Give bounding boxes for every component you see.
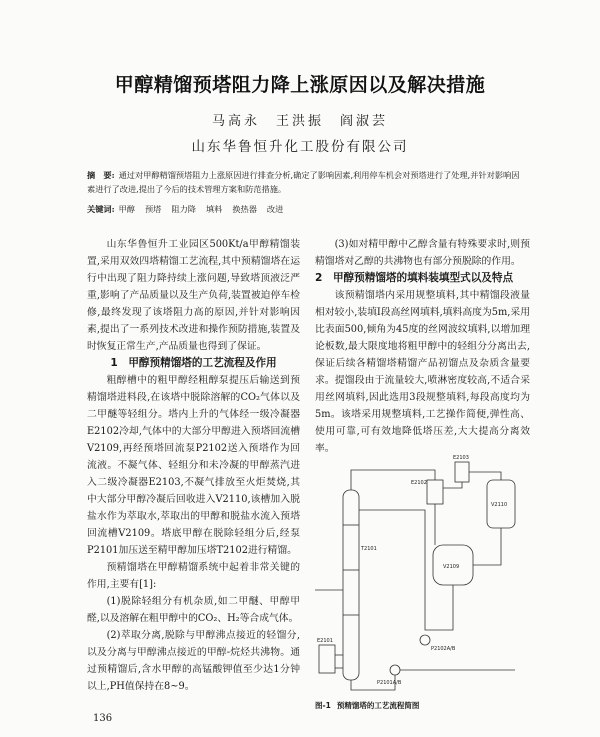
abstract-text: 通过对甲醇精馏预塔阻力上涨原因进行排查分析,确定了影响因素,利用停车机会对预塔进行了处理,并针对影响因素进行了改进,提出了今后的技术管理方案和防范措施。 bbox=[87, 170, 520, 194]
process-flow-diagram bbox=[315, 450, 530, 700]
section-1-paragraph: 预精馏塔在甲醇精馏系统中起着非常关键的作用,主要有[1]: bbox=[87, 562, 300, 590]
authors: 马高永 王洪振 阎淑芸 bbox=[211, 114, 388, 129]
caption-number: 图-1 bbox=[315, 701, 331, 710]
reflux-line bbox=[359, 510, 453, 630]
affiliation: 山东华鲁恒升化工股份有限公司 bbox=[191, 139, 409, 155]
figure-label: P2101A/B bbox=[377, 680, 402, 686]
abstract bbox=[87, 168, 527, 196]
keyword: 阻力降 bbox=[171, 204, 196, 214]
keywords-label: 关键词: bbox=[87, 204, 115, 214]
figure-label: E2102 bbox=[411, 480, 427, 486]
right-column bbox=[315, 236, 530, 457]
list-item: (2)萃取分离,脱除与甲醇沸点接近的轻馏分,以及分离与甲醇沸点接近的甲醇-烷烃共沸物。通过预精馏后,含水甲醇的高锰酸钾值至少达1分钟以上,PH值保持在8~9。 bbox=[87, 630, 300, 692]
keyword: 换热器 bbox=[232, 204, 257, 214]
left-column bbox=[87, 236, 300, 695]
caption-text: 预精馏塔的工艺流程简图 bbox=[336, 701, 420, 710]
section-2-heading: 2 甲醇预精馏塔的填料装填型式以及特点 bbox=[315, 272, 514, 284]
figure-label: P2102A/B bbox=[431, 646, 456, 652]
page-number: 136 bbox=[93, 713, 113, 724]
list-item: (1)脱除轻组分有机杂质,如二甲醚、甲醇甲醛,以及溶解在粗甲醇中的CO₂、H₂等合成气体。 bbox=[87, 596, 300, 624]
condenser-e2103 bbox=[455, 462, 469, 482]
figure-label: E2101 bbox=[317, 638, 333, 644]
intro-paragraph: 山东华鲁恒升工业园区500Kt/a甲醇精馏装置,采用双效四塔精馏工艺流程,其中预精馏塔在运行中出现了阻力降持续上涨问题,导致塔顶液泛严重,影响了产品质量以及生产负荷,装置被迫停车检修,最终发现了该塔阻力高的原因,并针对影响因素,提出了一系列技术改进和操作预防措施,装置及时恢复正常生产,产品质量也得到了保证。 bbox=[87, 239, 300, 352]
condenser-e2102 bbox=[427, 480, 443, 504]
keyword: 填料 bbox=[205, 204, 223, 214]
pump-p2102 bbox=[420, 635, 430, 645]
reboiler-e2101 bbox=[319, 645, 335, 673]
figure-label: E2103 bbox=[453, 455, 469, 461]
figure-caption bbox=[315, 700, 530, 711]
list-item: (3)如对精甲醇中乙醇含量有特殊要求时,则预精馏塔对乙醇的共沸物也有部分预脱除的作用。 bbox=[315, 239, 530, 267]
section-1-paragraph: 粗醇槽中的粗甲醇经粗醇泵提压后输送到预精馏塔进料段,在该塔中脱除溶解的CO₂气体以及二甲醚等轻组分。塔内上升的气体经一级冷凝器E2102冷却,气体中的大部分甲醇进入预塔回流槽V2109,再经预塔回流泵P2102送入预塔作为回流液。不凝气体、轻组分和未冷凝的甲醇蒸汽进入二级冷凝器E2103,不凝气排放至火炬焚烧,其中大部分甲醇冷凝后回收进入V2110,该槽加入脱盐水作为萃取水,萃取出的甲醇和脱盐水流入预塔回流槽V2109。塔底甲醇在脱除轻组分后,经泵P2101加压送至精甲醇加压塔T2102进行精馏。 bbox=[87, 375, 300, 556]
paper-title: 甲醇精馏预塔阻力降上涨原因以及解决措施 bbox=[114, 74, 486, 96]
abstract-label: 摘 要: bbox=[87, 170, 115, 180]
section-2-paragraph: 该预精馏塔内采用规整填料,其中精馏段液量相对较小,装填I段高丝网填料,填料高度为5m,采用比表面500,倾角为45度的丝网波纹填料,以增加理论板数,最大限度地将粗甲醇中的轻组分分离出去,保证后续各精馏塔精馏产品初馏点及杂质含量要求。提馏段由于流量较大,喷淋密度较高,不适合采用丝网填料,因此选用3段规整填料,每段高度均为5m。该塔采用规整填料,工艺操作简便,弹性高、使用可靠,可有效地降低塔压差,大大提高分离效率。 bbox=[315, 290, 530, 454]
keyword: 改进 bbox=[266, 204, 284, 214]
figure-label: T2101 bbox=[361, 546, 377, 552]
figure-label: V2110 bbox=[491, 502, 508, 508]
keywords bbox=[87, 202, 527, 216]
keyword: 预塔 bbox=[144, 204, 162, 214]
figure-label: V2109 bbox=[443, 564, 460, 570]
keyword: 甲醇 bbox=[118, 204, 135, 214]
section-1-heading: 1 甲醇预精馏塔的工艺流程及作用 bbox=[110, 357, 277, 369]
column-t2101 bbox=[343, 490, 359, 680]
pump-p2101 bbox=[390, 665, 400, 675]
